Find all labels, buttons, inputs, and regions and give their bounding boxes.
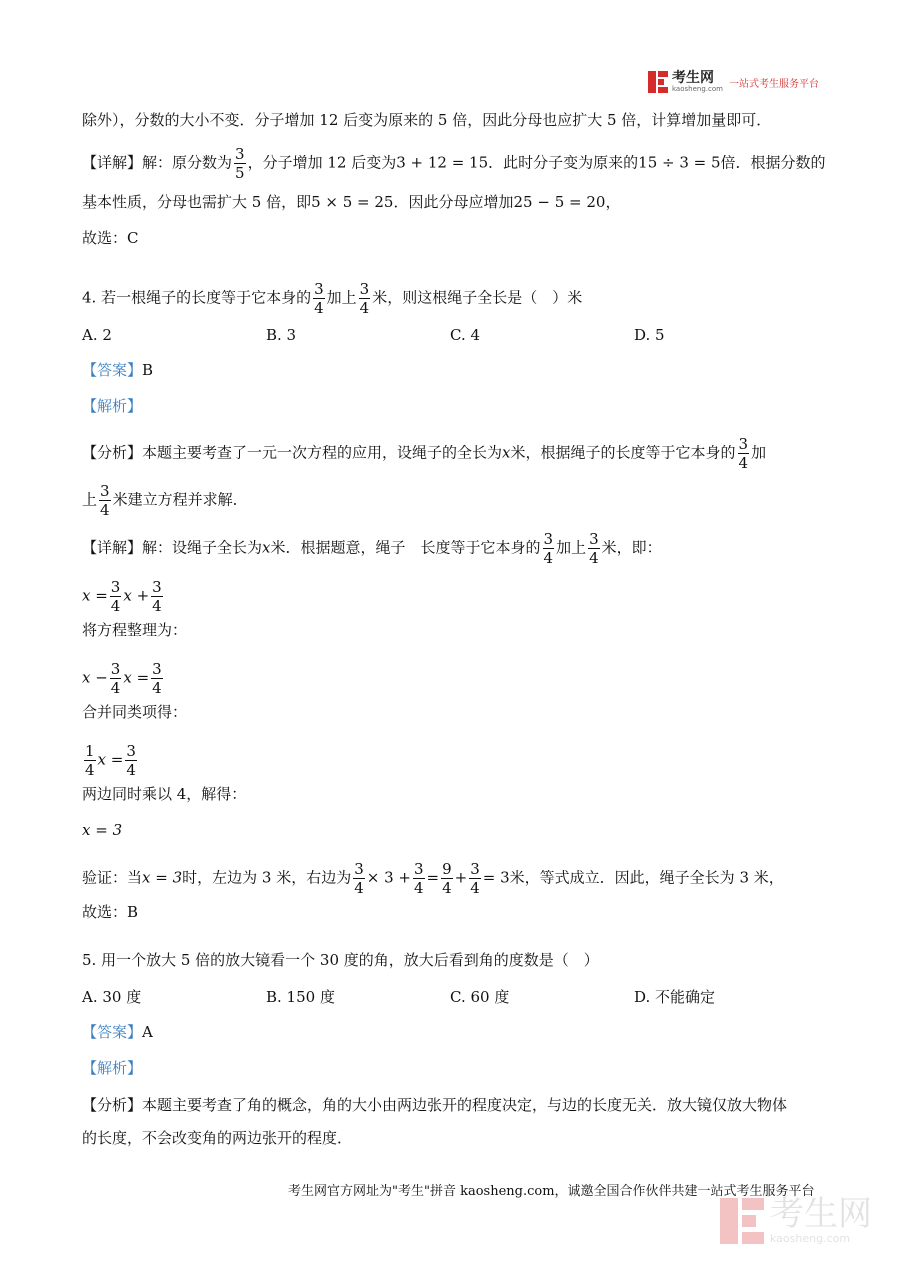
logo-name: 考生网	[672, 69, 714, 86]
watermark-logo-icon	[720, 1198, 764, 1244]
frac-den: 4	[126, 761, 136, 779]
answer-value: A	[142, 1023, 153, 1041]
choice-line: 故选：B	[82, 903, 139, 921]
frac-den: 4	[543, 549, 554, 567]
equation-part: x =	[97, 750, 124, 769]
analysis-line	[82, 482, 248, 519]
text: 米，则这根绳子全长是（ ）米	[372, 288, 583, 307]
option-d: D. 5	[634, 326, 665, 344]
frac-num: 3	[152, 660, 162, 678]
frac-num: 3	[359, 280, 370, 298]
equation: 5 × 5 = 25	[311, 193, 394, 211]
frac-den: 4	[152, 597, 162, 615]
verify-line	[82, 860, 784, 897]
option-c: C. 4	[450, 326, 481, 344]
frac-den: 4	[314, 299, 324, 317]
equation: 25 − 5 = 20	[513, 193, 606, 211]
frac-num: 1	[85, 742, 95, 760]
frac-den: 4	[589, 549, 599, 567]
frac-den: 4	[85, 761, 95, 779]
frac-den: 4	[110, 679, 121, 697]
frac-num: 3	[354, 860, 364, 878]
equation: 3 + 12 = 15	[396, 153, 489, 172]
equation-part: +	[454, 868, 468, 887]
frac-den: 4	[100, 501, 110, 519]
frac-den: 4	[359, 299, 370, 317]
fraction	[84, 742, 96, 779]
text: 加上	[326, 288, 357, 307]
frac-num: 3	[235, 145, 245, 163]
text: 米，等式成立．因此，绳子全长为 3 米，	[509, 868, 784, 887]
option-a: A. 30 度	[82, 988, 142, 1006]
analysis-tag: 【解析】	[82, 1059, 143, 1077]
text: ，分子增加 12 后变为	[247, 153, 397, 172]
text: ．此时分子变为原来的	[488, 153, 639, 172]
option-a: A. 2	[82, 326, 112, 344]
question-5-stem: 5. 用一个放大 5 倍的放大镜看一个 30 度的角，放大后看到角的度数是（ ）	[82, 951, 599, 969]
header-logo	[648, 70, 819, 94]
text: 时，左边为 3 米，右边为	[182, 868, 352, 887]
detail-line	[82, 145, 826, 182]
question-4-stem	[82, 280, 582, 317]
variable: x	[502, 443, 511, 462]
fraction	[738, 435, 750, 472]
watermark	[720, 1196, 872, 1245]
text: 加	[751, 443, 767, 462]
text: 上	[82, 490, 98, 509]
text: 4. 若一根绳子的长度等于它本身的	[82, 288, 312, 307]
option-b: B. 3	[266, 326, 297, 344]
frac-num: 3	[543, 530, 554, 548]
text: 本题主要考查了一元一次方程的应用，设绳子的全长为	[142, 443, 503, 462]
step-text: 两边同时乘以 4，解得：	[82, 785, 247, 803]
frac-den: 4	[470, 879, 480, 897]
frac-num: 9	[442, 860, 452, 878]
choice-line: 故选：C	[82, 229, 139, 247]
text: 米建立方程并求解．	[112, 490, 248, 509]
equation-part: × 3 +	[366, 868, 411, 887]
fraction	[234, 145, 246, 182]
frac-den: 4	[354, 879, 364, 897]
equation-part: =	[426, 868, 440, 887]
text: 本题主要考查了角的概念，角的大小由两边张开的程度决定，与边的长度无关．放大镜仅放大物体	[142, 1096, 788, 1114]
text-line: 除外），分数的大小不变．分子增加 12 后变为原来的 5 倍，因此分母也应扩大 5 倍，计算增加量即可．	[82, 111, 772, 129]
fraction	[110, 660, 122, 697]
equation-4: x = 3	[82, 821, 123, 839]
fraction	[110, 578, 122, 615]
text: 加上	[556, 538, 587, 557]
equation-part: x +	[123, 586, 150, 605]
step-text: 将方程整理为：	[82, 621, 188, 639]
frac-num: 3	[152, 578, 162, 596]
equation-2	[82, 660, 165, 697]
frac-den: 4	[110, 597, 121, 615]
fraction	[99, 482, 111, 519]
footer-text: 考生网官方网址为"考生"拼音 kaosheng.com，诚邀全国合作伙伴共建一站式考生服务平台	[288, 1184, 815, 1199]
answer-tag: 【答案】	[82, 1023, 143, 1041]
fraction	[151, 660, 163, 697]
detail-line	[82, 530, 662, 567]
fraction	[359, 280, 371, 317]
text: ，	[605, 193, 621, 211]
text: 米，根据绳子的长度等于它本身的	[510, 443, 736, 462]
text: 米．根据题意，绳子 长度等于它本身的	[270, 538, 541, 557]
text-line	[82, 192, 620, 212]
watermark-name: 考生网	[770, 1194, 872, 1234]
frac-den: 5	[235, 164, 245, 182]
logo-slogan: 一站式考生服务平台	[728, 78, 819, 90]
analysis-subtag: 【分析】	[82, 1096, 143, 1114]
fraction	[441, 860, 453, 897]
analysis-line	[82, 435, 766, 472]
fraction	[469, 860, 481, 897]
step-text: 合并同类项得：	[82, 703, 188, 721]
analysis-subtag: 【分析】	[82, 443, 143, 462]
frac-den: 4	[738, 454, 749, 472]
frac-den: 4	[413, 879, 424, 897]
fraction	[313, 280, 325, 317]
answer-line	[82, 1022, 153, 1042]
fraction	[588, 530, 600, 567]
equation-1	[82, 578, 165, 615]
answer-tag: 【答案】	[82, 361, 143, 379]
frac-den: 4	[442, 879, 452, 897]
frac-num: 3	[126, 742, 136, 760]
detail-tag: 【详解】	[82, 153, 143, 172]
option-d: D. 不能确定	[634, 988, 716, 1006]
equation-part: x =	[123, 668, 150, 687]
frac-num: 3	[470, 860, 480, 878]
equation: 15 ÷ 3 = 5	[638, 153, 721, 172]
option-b: B. 150 度	[266, 988, 335, 1006]
text: ．因此分母应增加	[393, 193, 514, 211]
text: 米，即：	[601, 538, 662, 557]
text: 倍．根据分数的	[720, 153, 826, 172]
equation-3	[82, 742, 139, 779]
fraction	[353, 860, 365, 897]
fraction	[125, 742, 137, 779]
detail-tag: 【详解】	[82, 538, 143, 557]
text: 解：原分数为	[142, 153, 233, 172]
analysis-line: 的长度，不会改变角的两边张开的程度．	[82, 1129, 353, 1147]
equation-part: = 3	[482, 868, 510, 887]
variable: x	[262, 538, 271, 557]
text: 基本性质，分母也需扩大 5 倍，即	[82, 193, 312, 211]
frac-num: 3	[110, 660, 121, 678]
answer-line	[82, 360, 153, 380]
logo-sub: kaosheng.com	[672, 84, 723, 93]
watermark-sub: kaosheng.com	[770, 1232, 851, 1245]
frac-num: 3	[110, 578, 121, 596]
fraction	[151, 578, 163, 615]
option-c: C. 60 度	[450, 988, 510, 1006]
text: 验证：当	[82, 868, 143, 887]
answer-value: B	[142, 361, 154, 379]
frac-num: 3	[738, 435, 749, 453]
logo-mark-icon	[648, 71, 668, 93]
text: 解：设绳子全长为	[142, 538, 263, 557]
frac-num: 3	[413, 860, 424, 878]
fraction	[413, 860, 425, 897]
equation-part: x =	[82, 586, 108, 605]
frac-num: 3	[100, 482, 110, 500]
analysis-tag: 【解析】	[82, 397, 143, 415]
frac-den: 4	[152, 679, 162, 697]
frac-num: 3	[314, 280, 324, 298]
frac-num: 3	[589, 530, 599, 548]
equation-part: x −	[82, 668, 108, 687]
analysis-line	[82, 1095, 787, 1115]
equation: x = 3	[142, 868, 183, 887]
fraction	[543, 530, 555, 567]
